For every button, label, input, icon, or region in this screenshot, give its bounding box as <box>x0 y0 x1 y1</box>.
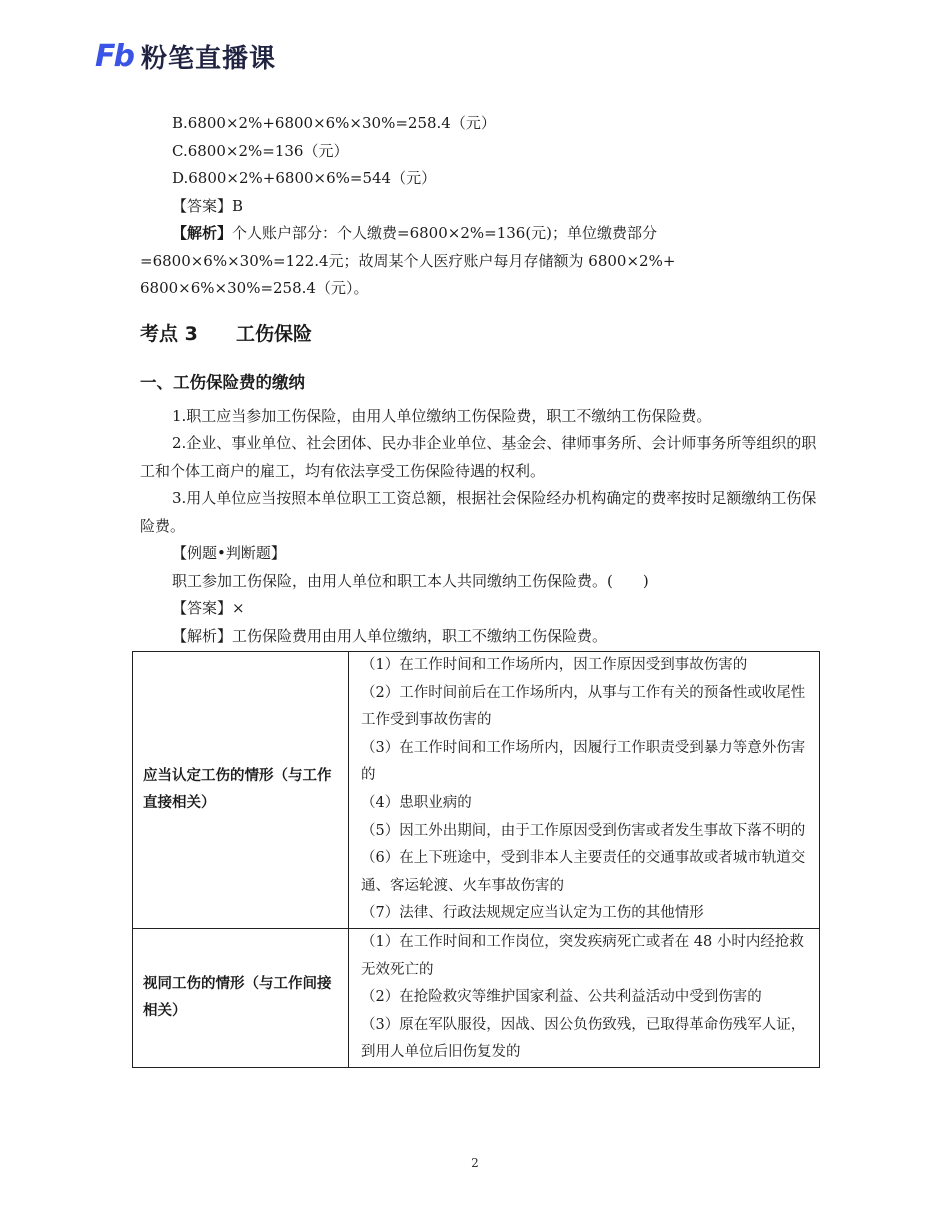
paragraph-3: 3.用人单位应当按照本单位职工工资总额，根据社会保险经办机构确定的费率按时足额缴纳工伤保险费。 <box>140 489 817 535</box>
option-c: C.6800×2%=136（元） <box>172 141 349 160</box>
logo-text: 粉笔直播课 <box>140 43 276 74</box>
example-answer <box>140 595 820 623</box>
logo-icon: Fb <box>95 38 133 74</box>
table-row <box>133 652 820 929</box>
paragraph-1: 1.职工应当参加工伤保险，由用人单位缴纳工伤保险费，职工不缴纳工伤保险费。 <box>172 406 712 425</box>
example-question: 职工参加工伤保险，由用人单位和职工本人共同缴纳工伤保险费。( ) <box>172 571 649 590</box>
list-item: （2）在抢险救灾等维护国家利益、公共利益活动中受到伤害的 <box>361 989 762 1006</box>
list-item: （7）法律、行政法规规定应当认定为工伤的其他情形 <box>361 905 704 922</box>
analysis-text: 工伤保险费用由用人单位缴纳，职工不缴纳工伤保险费。 <box>232 626 608 645</box>
option-b: B.6800×2%+6800×6%×30%=258.4（元） <box>172 114 496 132</box>
list-item: （5）因工外出期间，由于工作原因受到伤害或者发生事故下落不明的 <box>361 822 806 839</box>
row-items <box>349 652 820 929</box>
row-items <box>349 928 820 1067</box>
answer-value: B <box>232 196 244 215</box>
analysis-text: 个人账户部分：个人缴费=6800×2%=136(元)；单位缴费部分=6800×6%×30%=122.4元；故周某个人医疗账户每月存储额为 6800×2%+ 6800×6%×30%=258.4（元）。 <box>140 224 676 297</box>
list-item: （3）在工作时间和工作场所内，因履行工作职责受到暴力等意外伤害的 <box>361 739 806 784</box>
table-row <box>133 928 820 1067</box>
list-item: （1）在工作时间和工作岗位，突发疾病死亡或者在 48 小时内经抢救无效死亡的 <box>361 933 804 978</box>
work-injury-table <box>132 651 820 1068</box>
document-body <box>140 110 820 650</box>
brand-logo <box>95 38 276 74</box>
row-label: 视同工伤的情形（与工作间接相关） <box>133 928 349 1067</box>
list-item: （4）患职业病的 <box>361 794 472 811</box>
answer-label: 【答案】 <box>172 599 233 617</box>
analysis-label: 【解析】 <box>172 626 233 645</box>
answer-line-1 <box>140 193 820 221</box>
kaodian-title: 工伤保险 <box>236 322 313 345</box>
page-number: 2 <box>471 1156 479 1170</box>
example-heading: 【例题•判断题】 <box>172 544 286 562</box>
list-item: （6）在上下班途中，受到非本人主要责任的交通事故或者城市轨道交通、客运轮渡、火车事故伤害的 <box>361 850 806 894</box>
paragraph-2: 2.企业、事业单位、社会团体、民办非企业单位、基金会、律师事务所、会计师事务所等组织的职工和个体工商户的雇工，均有依法享受工伤保险待遇的权利。 <box>140 434 817 480</box>
list-item: （2）工作时间前后在工作场所内，从事与工作有关的预备性或收尾性工作受到事故伤害的 <box>361 684 806 729</box>
analysis-label: 【解析】 <box>172 224 233 242</box>
row-label: 应当认定工伤的情形（与工作直接相关） <box>133 652 349 929</box>
example-analysis <box>140 623 820 651</box>
section-heading: 一、工伤保险费的缴纳 <box>140 372 305 392</box>
answer-value: × <box>232 599 245 617</box>
list-item: （3）原在军队服役，因战、因公负伤致残，已取得革命伤残军人证，到用人单位后旧伤复发的 <box>361 1016 806 1061</box>
answer-label: 【答案】 <box>172 196 233 215</box>
kaodian-number: 考点 3 <box>140 322 198 345</box>
list-item: （1）在工作时间和工作场所内，因工作原因受到事故伤害的 <box>361 657 748 673</box>
kaodian-heading <box>140 317 820 351</box>
analysis-line-1 <box>140 220 820 303</box>
option-d: D.6800×2%+6800×6%=544（元） <box>172 169 437 187</box>
